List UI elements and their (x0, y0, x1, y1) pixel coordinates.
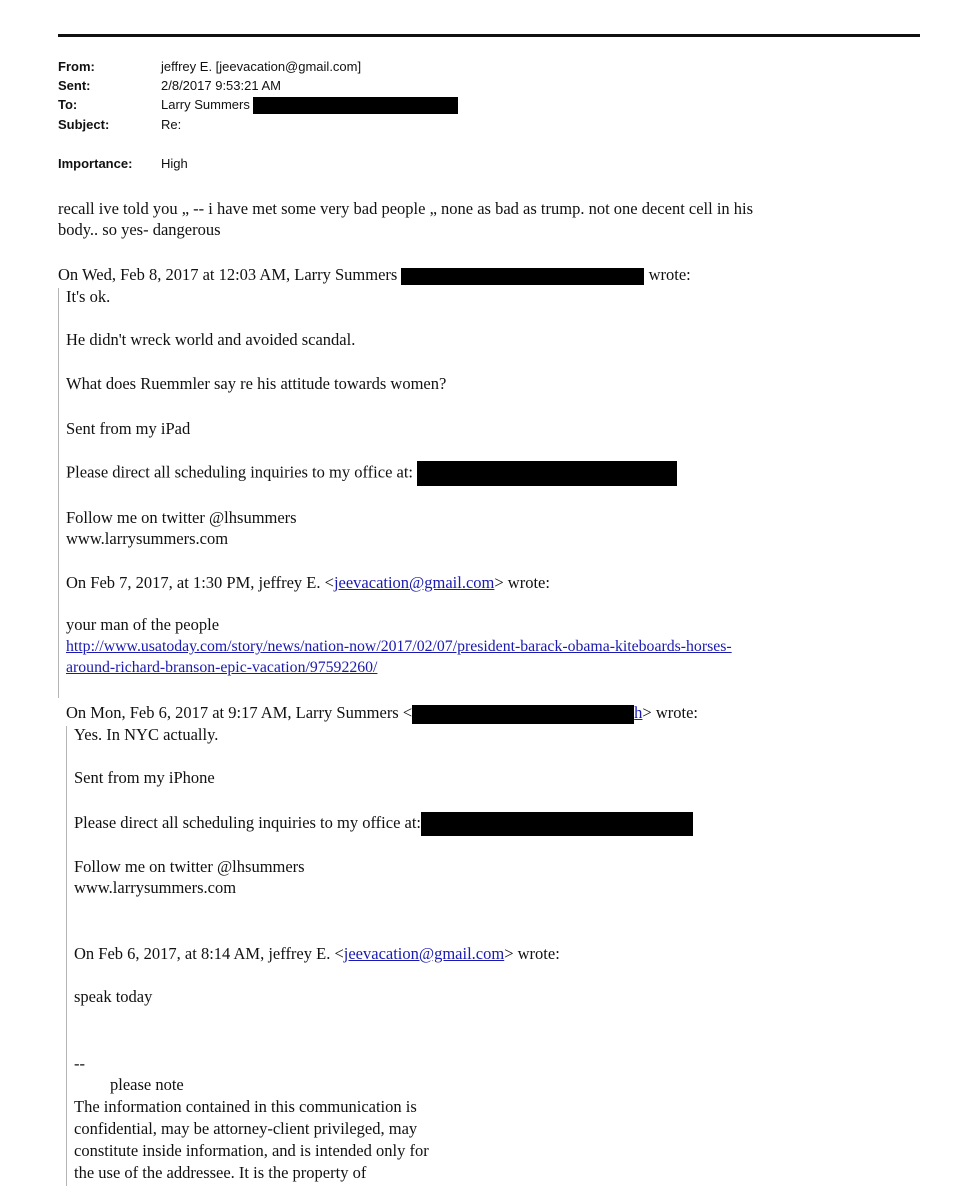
signature-note: please note (110, 1075, 184, 1094)
article-link[interactable]: around-richard-branson-epic-vacation/97592260/ (66, 659, 378, 676)
article-link-line-2[interactable] (66, 657, 377, 678)
attribution-text: On Feb 6, 2017, at 8:14 AM, jeffrey E. < (74, 944, 344, 963)
attribution-suffix: > wrote: (642, 703, 699, 722)
reply4-attribution (74, 943, 560, 964)
email-link[interactable]: jeevacation@gmail.com (343, 944, 505, 963)
reply1-p1: It's ok. (66, 287, 111, 306)
article-link-line-1[interactable] (66, 636, 732, 657)
disclaimer-line-3: constitute inside information, and is intended only for (74, 1141, 429, 1160)
email-link[interactable]: jeevacation@gmail.com (333, 573, 495, 592)
attribution-suffix: > wrote: (494, 573, 550, 592)
header-rule (58, 34, 920, 37)
redaction-bar (417, 461, 677, 486)
sent-value: 2/8/2017 9:53:21 AM (161, 78, 281, 93)
redaction-bar (412, 705, 634, 724)
quote-bar (58, 288, 59, 698)
body-line-1: recall ive told you „ -- i have met some very bad people „ none as bad as trump. not one decent cell in his (58, 199, 754, 218)
reply1-p5 (66, 461, 677, 486)
reply1-attribution (58, 264, 691, 285)
reply2-p1: your man of the people (66, 615, 220, 634)
to-label: To: (58, 97, 78, 112)
reply2-attribution (66, 572, 550, 593)
importance-value: High (161, 156, 188, 171)
redaction-bar (401, 268, 644, 285)
redaction-bar (253, 97, 458, 114)
to-value (161, 96, 458, 114)
disclaimer-line-4: the use of the addressee. It is the property of (74, 1163, 367, 1182)
sent-label: Sent: (58, 78, 91, 93)
reply3-p2: Sent from my iPhone (74, 768, 215, 787)
attribution-text: On Wed, Feb 8, 2017 at 12:03 AM, Larry Summers (58, 265, 402, 284)
attribution-suffix: wrote: (644, 265, 691, 284)
to-name: Larry Summers (161, 97, 250, 112)
reply1-p2: He didn't wreck world and avoided scandal. (66, 330, 356, 349)
body-line-2: body.. so yes- dangerous (58, 220, 221, 239)
reply3-website: www.larrysummers.com (74, 878, 237, 897)
email-link-fragment[interactable]: h (634, 703, 643, 722)
subject-label: Subject: (58, 117, 110, 132)
scheduling-text: Please direct all scheduling inquiries to my office at: (74, 813, 422, 832)
signature-dashes: -- (74, 1054, 85, 1073)
reply1-twitter: Follow me on twitter @lhsummers (66, 508, 297, 527)
reply3-p1: Yes. In NYC actually. (74, 725, 219, 744)
reply4-p1: speak today (74, 987, 153, 1006)
attribution-text: On Feb 7, 2017, at 1:30 PM, jeffrey E. < (66, 573, 334, 592)
article-link[interactable]: http://www.usatoday.com/story/news/nation-now/2017/02/07/president-barack-obama-kiteboards-horses- (66, 638, 732, 655)
subject-value: Re: (161, 117, 182, 132)
scheduling-text: Please direct all scheduling inquiries to my office at: (66, 462, 414, 482)
quote-bar (66, 726, 67, 1186)
reply1-p4: Sent from my iPad (66, 419, 191, 438)
redaction-bar (421, 812, 693, 836)
reply1-p3: What does Ruemmler say re his attitude towards women? (66, 374, 447, 393)
reply3-attribution (66, 702, 698, 724)
attribution-text: On Mon, Feb 6, 2017 at 9:17 AM, Larry Summers < (66, 703, 413, 722)
reply1-website: www.larrysummers.com (66, 529, 229, 548)
attribution-suffix: > wrote: (504, 944, 560, 963)
reply3-p3 (74, 812, 693, 836)
reply3-twitter: Follow me on twitter @lhsummers (74, 857, 305, 876)
disclaimer-line-1: The information contained in this communication is (74, 1097, 417, 1116)
disclaimer-line-2: confidential, may be attorney-client privileged, may (74, 1119, 418, 1138)
from-value: jeffrey E. [jeevacation@gmail.com] (161, 59, 362, 74)
importance-label: Importance: (58, 156, 133, 171)
from-label: From: (58, 59, 95, 74)
